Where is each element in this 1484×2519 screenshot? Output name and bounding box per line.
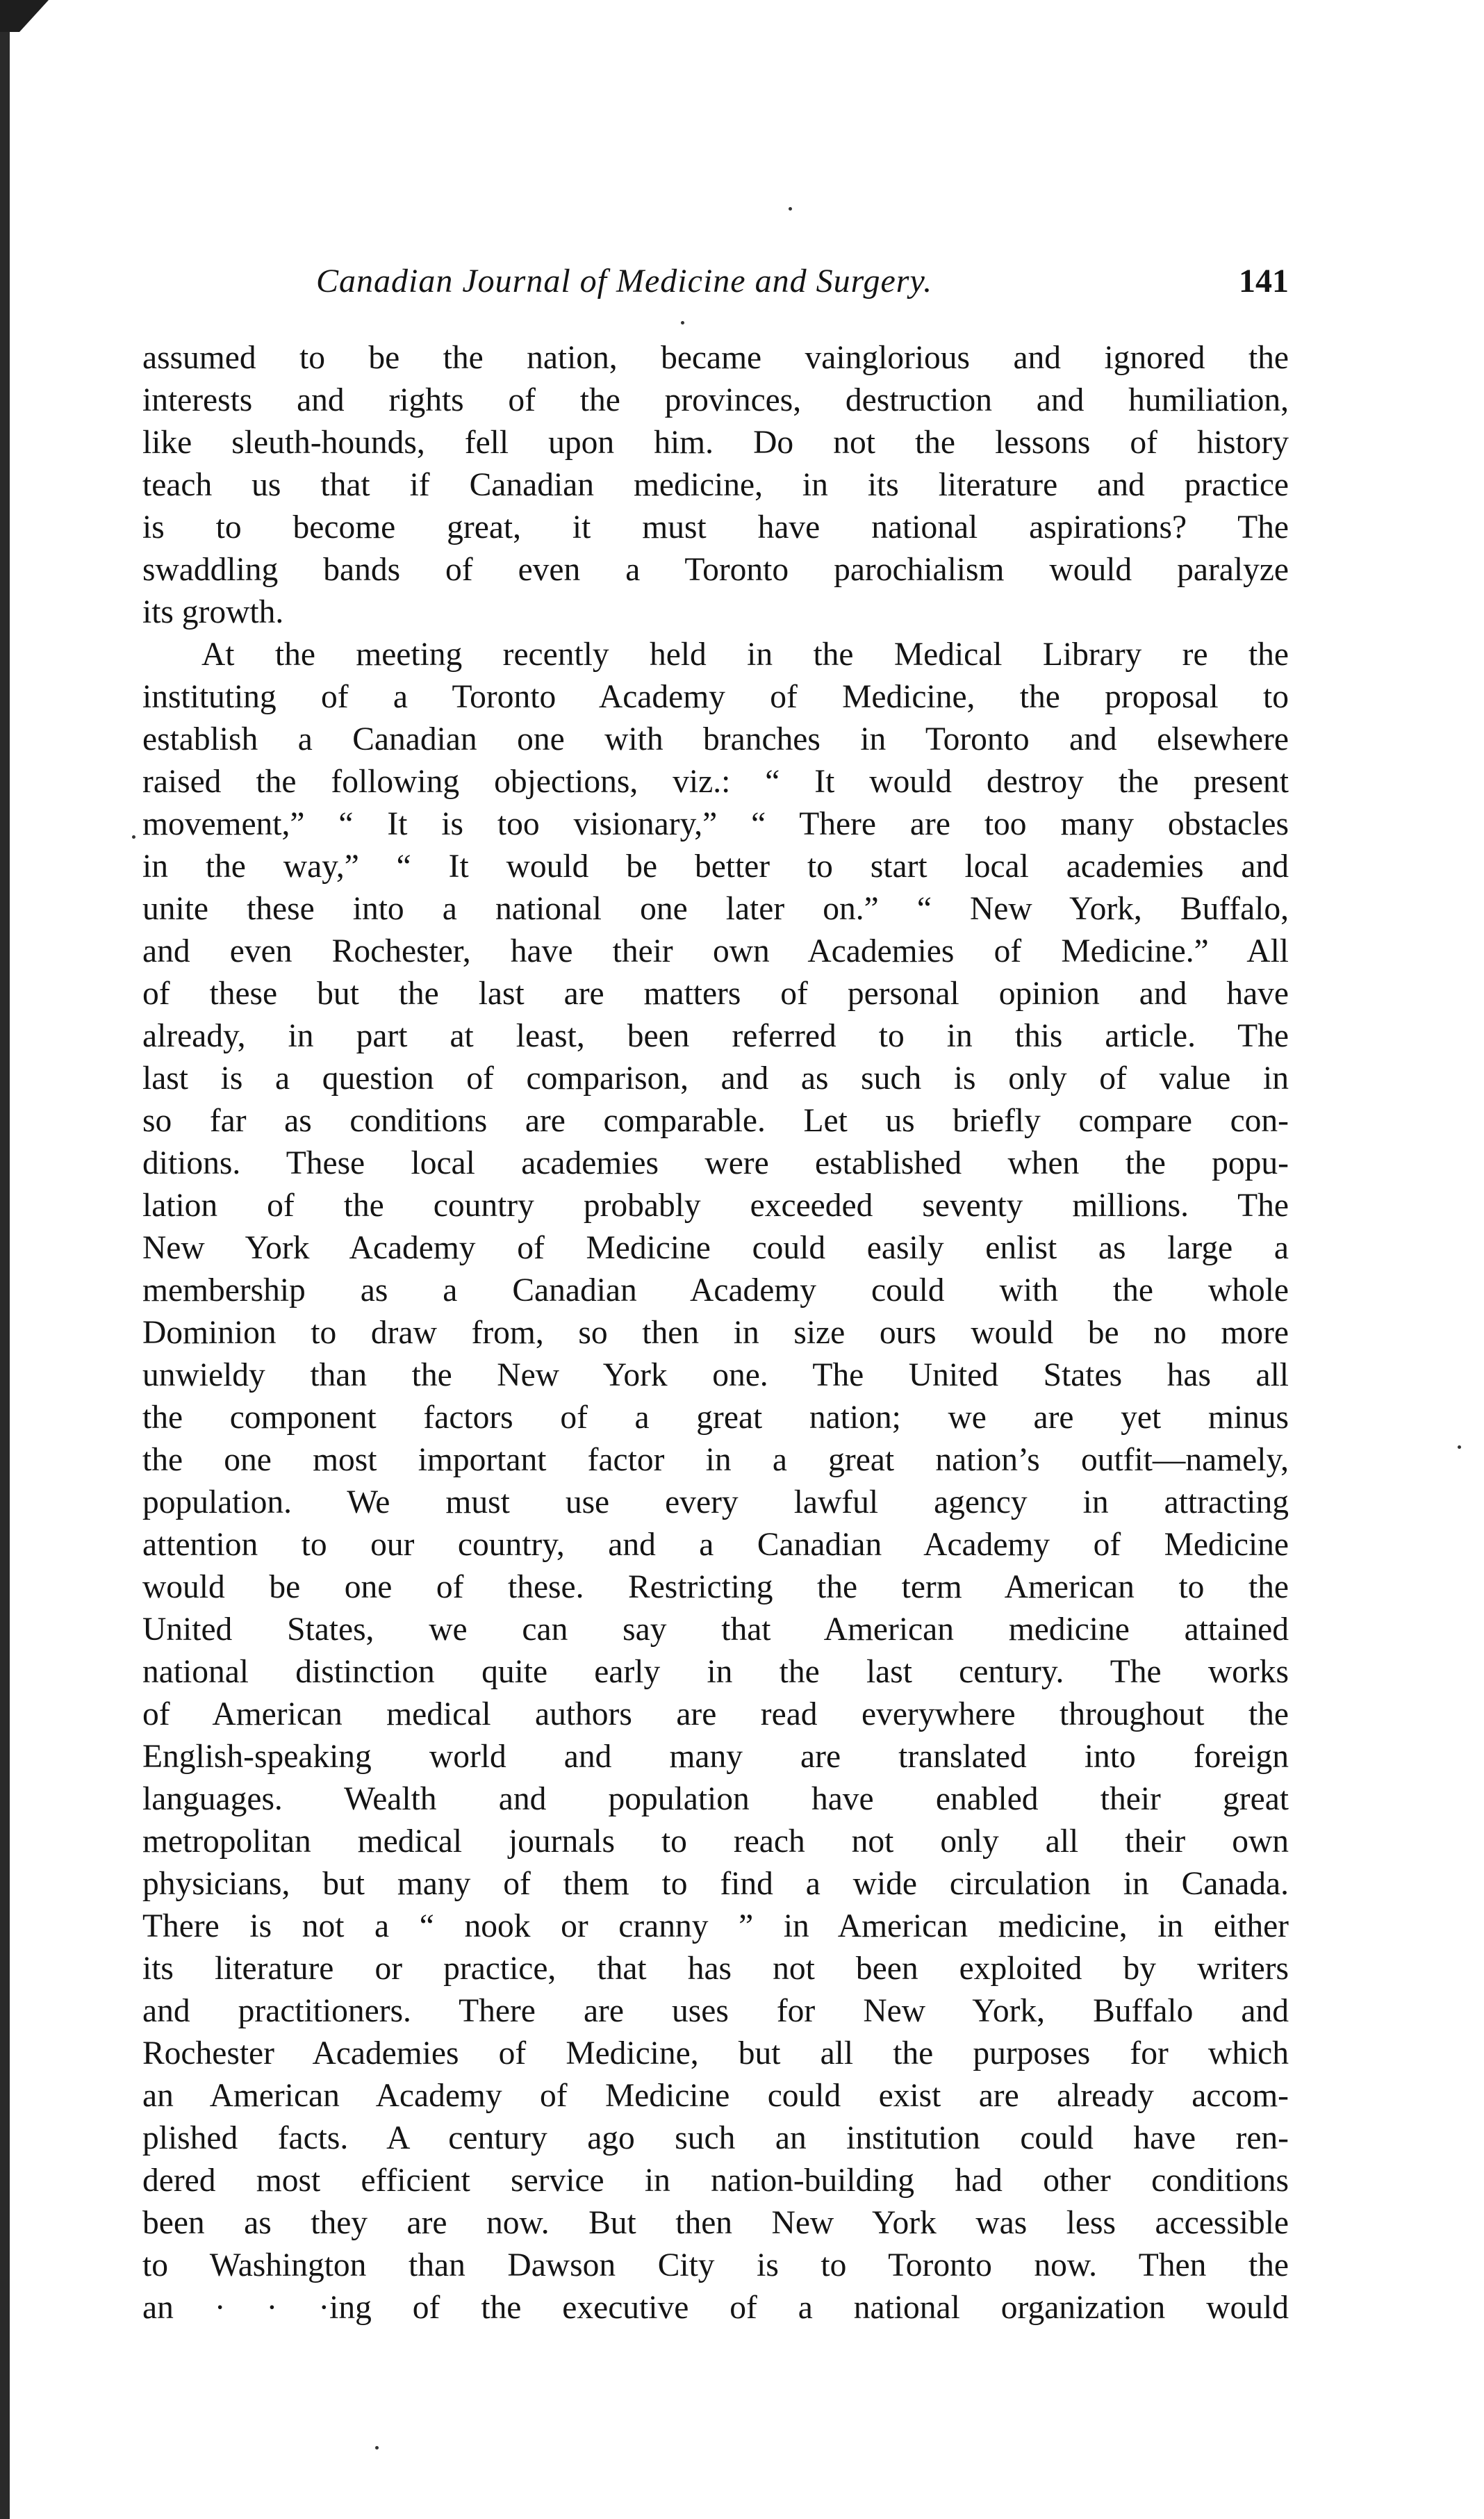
text-line: of American medical authors are read everywhere throughout the (142, 1696, 1289, 1732)
ink-speck (789, 207, 792, 211)
text-line: physicians, but many of them to find a wide circulation in Canada. (142, 1866, 1289, 1902)
text-line: in the way,” “ It would be better to start local academies and (142, 848, 1289, 885)
text-line: raised the following objections, viz.: “ It would destroy the present (142, 764, 1289, 800)
text-line: to Washington than Dawson City is to Toronto now. Then the (142, 2247, 1289, 2283)
text-line: instituting of a Toronto Academy of Medicine, the proposal to (142, 679, 1289, 715)
text-line: metropolitan medical journals to reach not only all their own (142, 1823, 1289, 1860)
running-header (142, 257, 1289, 306)
text-line: last is a question of comparison, and as such is only of value in (142, 1060, 1289, 1097)
text-line: New York Academy of Medicine could easily enlist as large a (142, 1230, 1289, 1266)
text-line: dered most efficient service in nation-building had other conditions (142, 2163, 1289, 2199)
text-line: ditions. These local academies were established when the popu- (142, 1145, 1289, 1181)
text-line: so far as conditions are comparable. Let us briefly compare con- (142, 1103, 1289, 1139)
ink-speck (681, 321, 684, 325)
text-line: attention to our country, and a Canadian Academy of Medicine (142, 1527, 1289, 1563)
text-line: is to become great, it must have national aspirations? The (142, 509, 1289, 545)
text-line: Rochester Academies of Medicine, but all the purposes for which (142, 2035, 1289, 2071)
text-line: There is not a “ nook or cranny ” in American medicine, in either (142, 1908, 1289, 1944)
body-text (142, 337, 1289, 2329)
text-line: Dominion to draw from, so then in size ours would be no more (142, 1315, 1289, 1351)
text-line: an · · ·ing of the executive of a national organization would (142, 2290, 1289, 2326)
text-line: an American Academy of Medicine could exist are already accom- (142, 2078, 1289, 2114)
text-line: assumed to be the nation, became vainglorious and ignored the (142, 340, 1289, 376)
text-line: its literature or practice, that has not been exploited by writers (142, 1951, 1289, 1987)
text-line: lation of the country probably exceeded seventy millions. The (142, 1188, 1289, 1224)
text-line: United States, we can say that American medicine attained (142, 1611, 1289, 1648)
text-line: unwieldy than the New York one. The United States has all (142, 1357, 1289, 1393)
page-number: 141 (1239, 263, 1289, 300)
ink-speck (132, 835, 135, 839)
text-line: population. We must use every lawful agency in attracting (142, 1484, 1289, 1520)
text-line: would be one of these. Restricting the term American to the (142, 1569, 1289, 1605)
text-line: already, in part at least, been referred to in this article. The (142, 1018, 1289, 1054)
text-line: English-speaking world and many are translated into foreign (142, 1739, 1289, 1775)
text-line: and practitioners. There are uses for New York, Buffalo and (142, 1993, 1289, 2029)
text-line: membership as a Canadian Academy could with the whole (142, 1272, 1289, 1308)
text-line: been as they are now. But then New York was less accessible (142, 2205, 1289, 2241)
ink-speck (375, 2446, 379, 2450)
text-line: establish a Canadian one with branches in Toronto and elsewhere (142, 721, 1289, 757)
text-line: plished facts. A century ago such an institution could have ren- (142, 2120, 1289, 2156)
scan-corner-mark (0, 0, 49, 32)
text-line: its growth. (142, 594, 284, 630)
text-line: national distinction quite early in the last century. The works (142, 1654, 1289, 1690)
text-line: of these but the last are matters of personal opinion and have (142, 976, 1289, 1012)
text-line: swaddling bands of even a Toronto parochialism would paralyze (142, 552, 1289, 588)
text-line: unite these into a national one later on.” “ New York, Buffalo, (142, 891, 1289, 927)
text-line: and even Rochester, have their own Academies of Medicine.” All (142, 933, 1289, 969)
ink-speck (1458, 1445, 1461, 1449)
running-title: Canadian Journal of Medicine and Surgery. (316, 263, 933, 300)
text-line: like sleuth-hounds, fell upon him. Do not the lessons of history (142, 425, 1289, 461)
paragraph-start-line: At the meeting recently held in the Medical Library re the (201, 637, 1289, 673)
text-line: the one most important factor in a great nation’s outfit—namely, (142, 1442, 1289, 1478)
text-line: languages. Wealth and population have enabled their great (142, 1781, 1289, 1817)
text-line: movement,” “ It is too visionary,” “ There are too many obstacles (142, 806, 1289, 842)
text-line: the component factors of a great nation; we are yet minus (142, 1400, 1289, 1436)
text-line: interests and rights of the provinces, destruction and humiliation, (142, 382, 1289, 418)
text-line: teach us that if Canadian medicine, in its literature and practice (142, 467, 1289, 503)
scan-edge-shadow (0, 0, 10, 2519)
